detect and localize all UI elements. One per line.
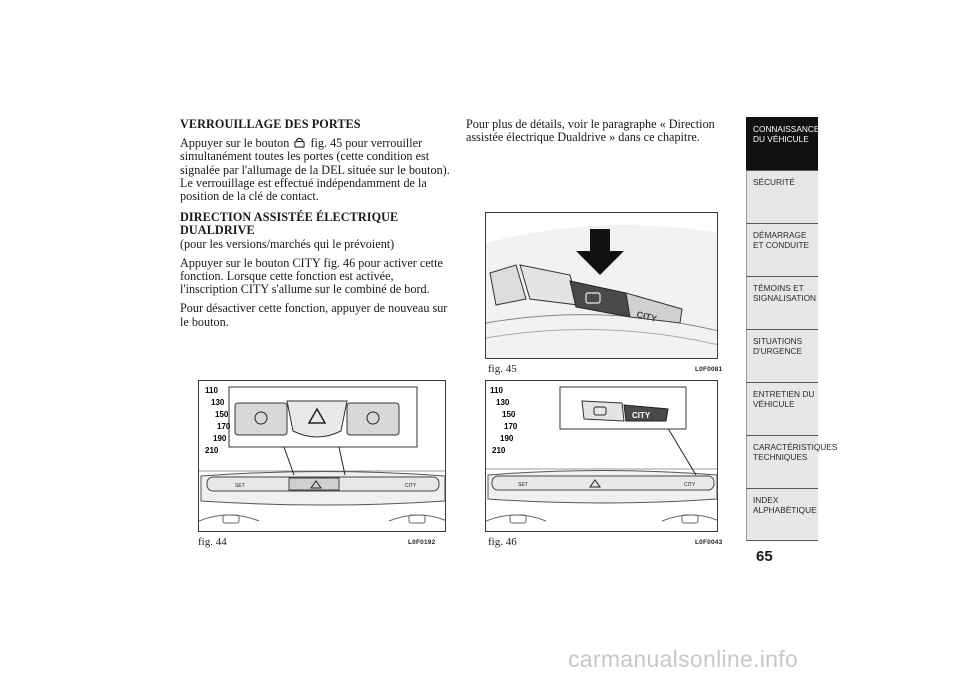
left-column [180, 118, 452, 335]
paragraph-desactiver: Pour désactiver cette fonction, appuyer de nouveau sur le bouton. [180, 301, 448, 329]
tab-index-alphabetique[interactable]: INDEX ALPHABÉTIQUE [746, 488, 818, 541]
svg-text:150: 150 [502, 410, 516, 419]
tab-connaissance-du-vehicule[interactable]: CONNAISSANCE DU VÉHICULE [746, 117, 818, 170]
paragraph-verrouillage-end: fig. 45 pour verrouiller simultanément toutes les portes (cette condition est signalée par l'allumage de la DEL située sur le bouton). Le verrouillage est effectué indépendamment de la position de la clé de contact. [180, 136, 450, 204]
button-strip-city-label-46: CITY [684, 482, 696, 488]
svg-text:130: 130 [496, 398, 510, 407]
button-strip-46 [492, 476, 714, 490]
button-strip-44 [207, 477, 439, 491]
button-strip-set-label-44: SET [235, 483, 245, 489]
figure-45-label: fig. 45 [488, 363, 517, 375]
figure-45-code: L0F0081 [695, 366, 723, 373]
paragraph-details: Pour plus de détails, voir le paragraphe « Direction assistée électrique Dualdrive » dans ce chapitre. [466, 117, 715, 145]
paragraph-verrouillage-start: Appuyer sur le bouton [180, 136, 290, 151]
speed-gauge-44 [205, 386, 231, 455]
heading-dualdrive: DIRECTION ASSISTÉE ÉLECTRIQUE DUALDRIVE [180, 210, 399, 238]
paragraph-verrouillage [180, 137, 452, 203]
figure-44-code: L0F0192 [408, 539, 436, 546]
page-number: 65 [756, 548, 773, 565]
figure-44-label: fig. 44 [198, 536, 227, 548]
figure-46-label: fig. 46 [488, 536, 517, 548]
svg-text:110: 110 [205, 386, 218, 395]
svg-text:110: 110 [490, 386, 503, 395]
tab-demarrage-et-conduite[interactable]: DÉMARRAGE ET CONDUITE [746, 223, 818, 276]
city-label-46: CITY [632, 411, 651, 420]
note-versions: (pour les versions/marchés qui le prévoient) [180, 236, 395, 251]
svg-text:130: 130 [211, 398, 225, 407]
tab-situations-d-urgence[interactable]: SITUATIONS D'URGENCE [746, 329, 818, 382]
right-column [466, 118, 728, 150]
dashboard-illustration-46 [486, 381, 718, 532]
heading-verrouillage: VERROUILLAGE DES PORTES [180, 117, 361, 131]
svg-text:170: 170 [504, 422, 518, 431]
svg-text:210: 210 [205, 446, 219, 455]
svg-text:170: 170 [217, 422, 231, 431]
button-strip-city-label-44: CITY [405, 483, 417, 489]
tab-entretien-du-vehicule[interactable]: ENTRETIEN DU VÉHICULE [746, 382, 818, 435]
chapter-tabs [746, 117, 838, 541]
figure-46 [485, 380, 718, 532]
figure-46-code: L0F0043 [695, 539, 723, 546]
tab-securite[interactable]: SÉCURITÉ [746, 170, 818, 223]
svg-text:190: 190 [213, 434, 227, 443]
door-lock-icon [294, 137, 305, 148]
paragraph-city: Appuyer sur le bouton CITY fig. 46 pour activer cette fonction. Lorsque cette fonction est activée, l'inscription CITY s'allume sur le combiné de bord. [180, 255, 443, 297]
button-strip-set-label-46: SET [518, 482, 528, 488]
svg-text:150: 150 [215, 410, 229, 419]
speed-gauge-46 [490, 386, 518, 455]
svg-text:190: 190 [500, 434, 514, 443]
svg-text:210: 210 [492, 446, 506, 455]
zoom-inset-44 [229, 387, 417, 447]
zoom-inset-46 [560, 387, 686, 429]
watermark: carmanualsonline.info [568, 646, 799, 672]
dashboard-illustration-44 [199, 381, 446, 532]
city-label-45: CITY [635, 309, 658, 324]
tab-temoins-et-signalisation[interactable]: TÉMOINS ET SIGNALISATION [746, 276, 818, 329]
figure-45 [485, 212, 718, 359]
tab-caracteristiques-techniques[interactable]: CARACTÉRISTIQUES TECHNIQUES [746, 435, 818, 488]
figure-44 [198, 380, 446, 532]
door-lock-button-illustration-45 [486, 213, 718, 359]
